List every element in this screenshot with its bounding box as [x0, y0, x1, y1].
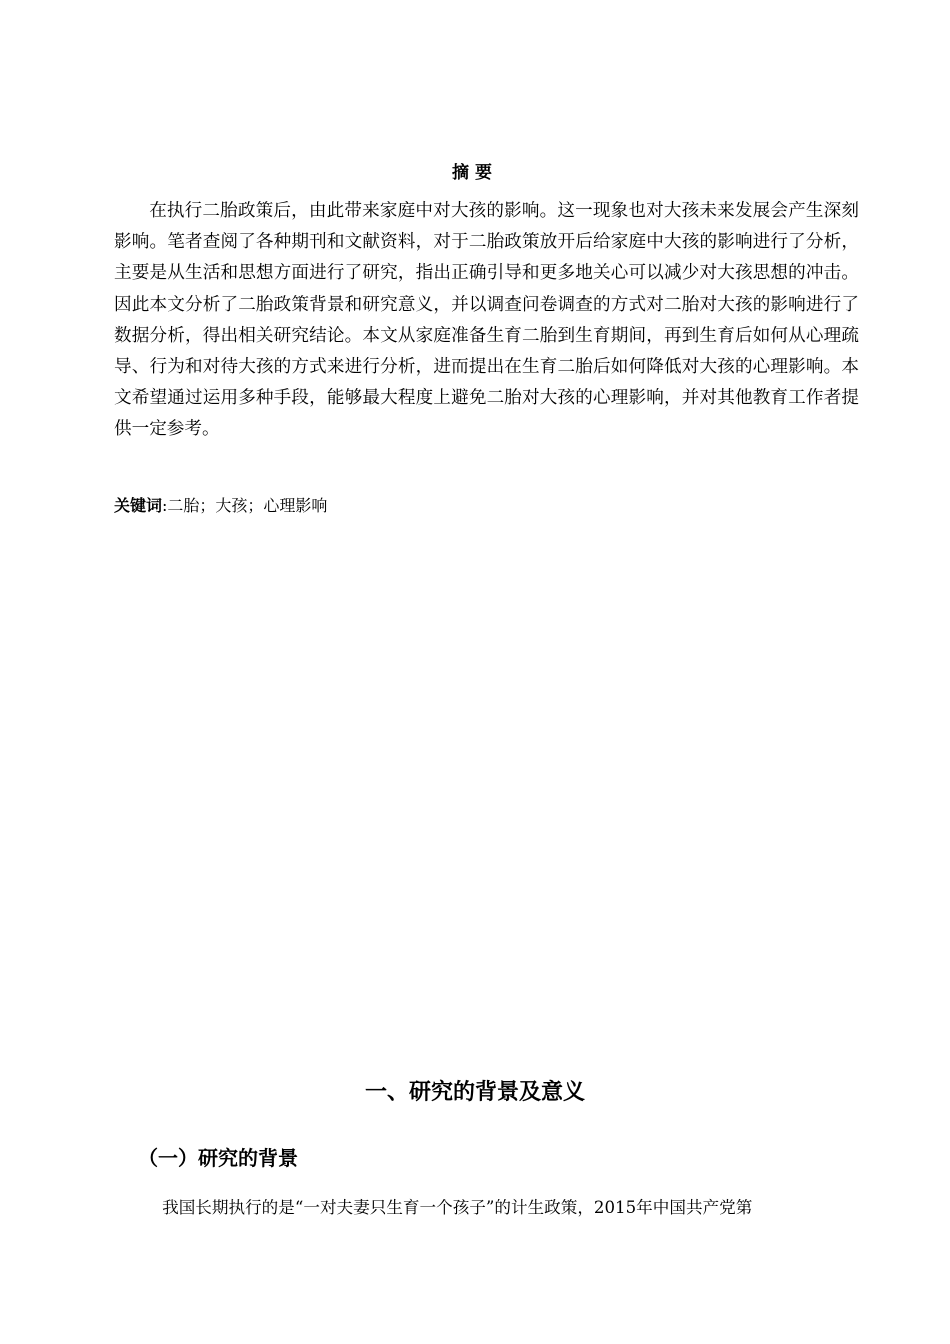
abstract-body: 在执行二胎政策后，由此带来家庭中对大孩的影响。这一现象也对大孩未来发展会产生深刻影响。笔者查阅了各种期刊和文献资料，对于二胎政策放开后给家庭中大孩的影响进行了分析，主要是从生活和思想方面进行了研究，指出正确引导和更多地关心可以减少对大孩思想的冲击。因此本文分析了二胎政策背景和研究意义，并以调查问卷调查的方式对二胎对大孩的影响进行了数据分析，得出相关研究结论。本文从家庭准备生育二胎到生育期间，再到生育后如何从心理疏导、行为和对待大孩的方式来进行分析，进而提出在生育二胎后如何降低对大孩的心理影响。本文希望通过运用多种手段，能够最大程度上避免二胎对大孩的心理影响，并对其他教育工作者提供一定参考。	[114, 201, 859, 440]
keywords-label: 关键词	[114, 496, 163, 515]
chapter-title: 一、研究的背景及意义	[364, 1080, 585, 1105]
keywords-text: :二胎；大孩；心理影响	[162, 496, 328, 515]
keywords	[114, 492, 327, 520]
abstract-title: 摘要	[452, 163, 498, 183]
section-body-paragraph: 我国长期执行的是“一对夫妻只生育一个孩子”的计生政策，2015年中国共产党第	[162, 1198, 753, 1217]
section-title: （一）研究的背景	[138, 1146, 298, 1170]
